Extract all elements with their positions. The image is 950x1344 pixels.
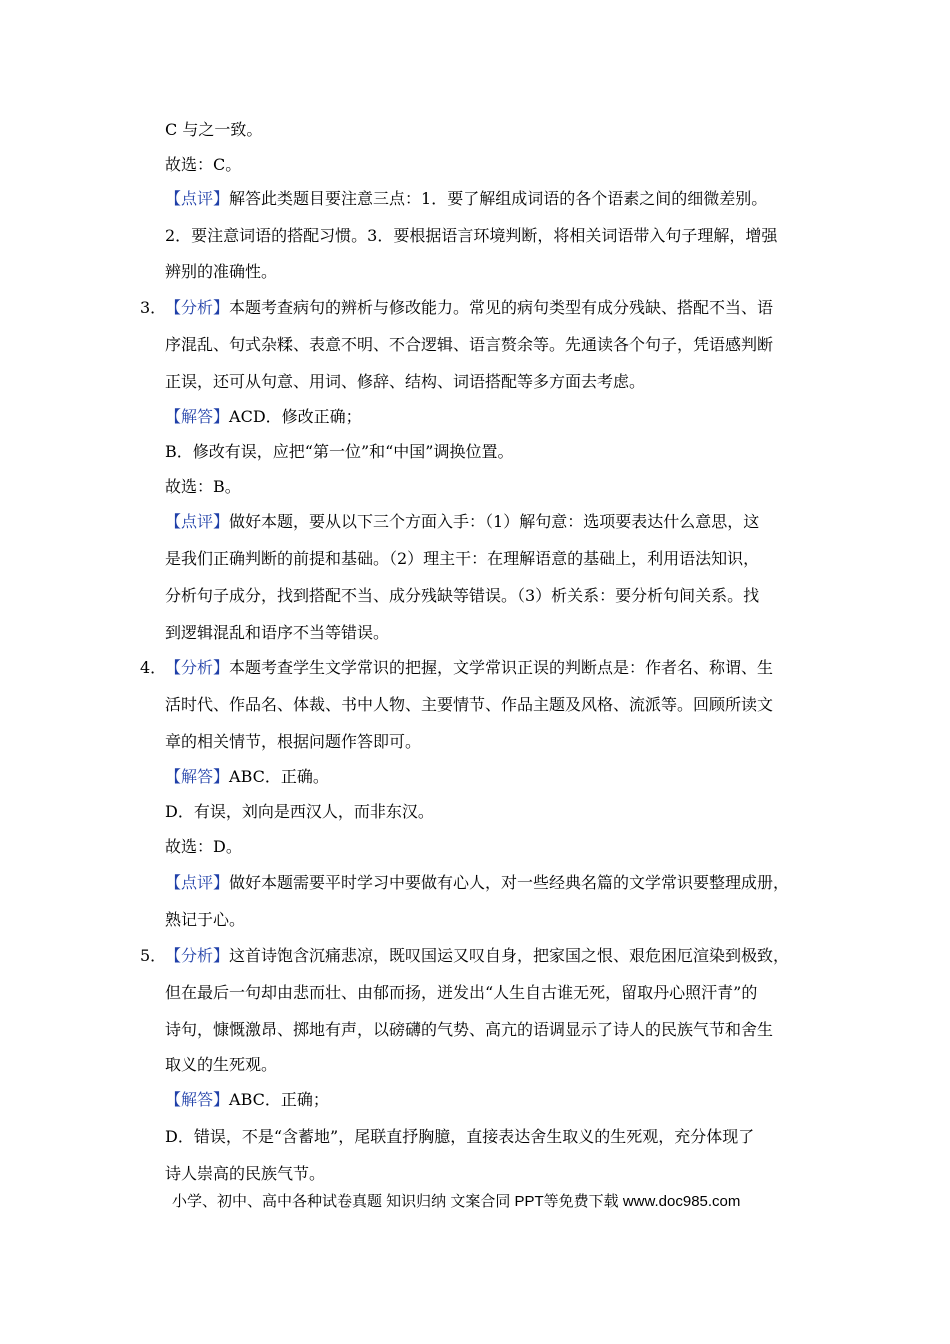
answer-line — [165, 767, 329, 787]
analysis-text: 本题考查学生文学常识的把握，文学常识正误的判断点是：作者名、称谓、生 — [229, 658, 774, 677]
text-line: 取义的生死观。 — [165, 1055, 278, 1074]
text-line: 诗句，慷慨激昂、掷地有声，以磅礴的气势、高亢的语调显示了诗人的民族气节和舍生 — [165, 1020, 774, 1039]
text-line: 故选：C。 — [165, 155, 242, 174]
text-line: 活时代、作品名、体裁、书中人物、主要情节、作品主题及风格、流派等。回顾所读文 — [165, 695, 774, 714]
text-line: 序混乱、句式杂糅、表意不明、不合逻辑、语言赘余等。先通读各个句子，凭语感判断 — [165, 335, 774, 354]
answer-text: ABC．正确。 — [229, 767, 329, 786]
comment-text: 做好本题需要平时学习中要做有心人，对一些经典名篇的文学常识要整理成册， — [229, 873, 790, 892]
answer-text: ABC．正确； — [229, 1090, 329, 1109]
text-line: B．修改有误，应把“第一位”和“中国”调换位置。 — [165, 442, 514, 461]
text-line: D．有误，刘向是西汉人，而非东汉。 — [165, 802, 434, 821]
answer-tag: 【解答】 — [165, 407, 230, 426]
analysis-tag: 【分析】 — [165, 946, 230, 965]
text-line: 辨别的准确性。 — [165, 262, 278, 281]
text-line: 分析句子成分，找到搭配不当、成分残缺等错误。（3）析关系：要分析句间关系。找 — [165, 586, 760, 605]
answer-tag: 【解答】 — [165, 1090, 230, 1109]
text-line: 到逻辑混乱和语序不当等错误。 — [165, 623, 390, 642]
text-line: D．错误，不是“含蓄地”，尾联直抒胸臆，直接表达舍生取义的生死观，充分体现了 — [165, 1127, 755, 1146]
text-line: 是我们正确判断的前提和基础。（2）理主干：在理解语意的基础上，利用语法知识， — [165, 549, 760, 568]
analysis-text: 这首诗饱含沉痛悲凉，既叹国运又叹自身，把家国之恨、艰危困厄渲染到极致， — [229, 946, 790, 965]
analysis-line — [165, 946, 789, 966]
comment-text: 解答此类题目要注意三点：1．要了解组成词语的各个语素之间的细微差别。 — [229, 189, 768, 208]
text-line: C 与之一致。 — [165, 120, 263, 139]
answer-tag: 【解答】 — [165, 767, 230, 786]
analysis-line — [165, 298, 773, 318]
text-line: 2．要注意词语的搭配习惯。3．要根据语言环境判断，将相关词语带入句子理解，增强 — [165, 226, 778, 245]
analysis-text: 本题考查病句的辨析与修改能力。常见的病句类型有成分残缺、搭配不当、语 — [229, 298, 774, 317]
text-line: 正误，还可从句意、用词、修辞、结构、词语搭配等多方面去考虑。 — [165, 372, 646, 391]
text-line: 诗人崇高的民族气节。 — [165, 1164, 326, 1183]
page-footer: 小学、初中、高中各种试卷真题 知识归纳 文案合同 PPT等免费下载 www.doc985.com — [172, 1193, 741, 1210]
comment-text: 做好本题，要从以下三个方面入手：（1）解句意：选项要表达什么意思，这 — [229, 512, 760, 531]
answer-text: ACD．修改正确； — [229, 407, 362, 426]
comment-tag: 【点评】 — [165, 873, 230, 892]
comment-tag: 【点评】 — [165, 512, 230, 531]
text-line: 章的相关情节，根据问题作答即可。 — [165, 732, 422, 751]
answer-line — [165, 1090, 329, 1110]
comment-line — [165, 189, 767, 209]
question-number: 5． — [140, 946, 167, 965]
comment-line — [165, 873, 789, 893]
question-number: 4． — [140, 658, 167, 677]
question-number: 3． — [140, 298, 167, 317]
comment-tag: 【点评】 — [165, 189, 230, 208]
analysis-line — [165, 658, 773, 678]
text-line: 故选：B。 — [165, 477, 241, 496]
text-line: 但在最后一句却由悲而壮、由郁而扬，迸发出“人生自古谁无死，留取丹心照汗青”的 — [165, 983, 758, 1002]
analysis-tag: 【分析】 — [165, 658, 230, 677]
answer-line — [165, 407, 362, 427]
analysis-tag: 【分析】 — [165, 298, 230, 317]
comment-line — [165, 512, 759, 532]
text-line: 熟记于心。 — [165, 910, 246, 929]
text-line: 故选：D。 — [165, 837, 242, 856]
